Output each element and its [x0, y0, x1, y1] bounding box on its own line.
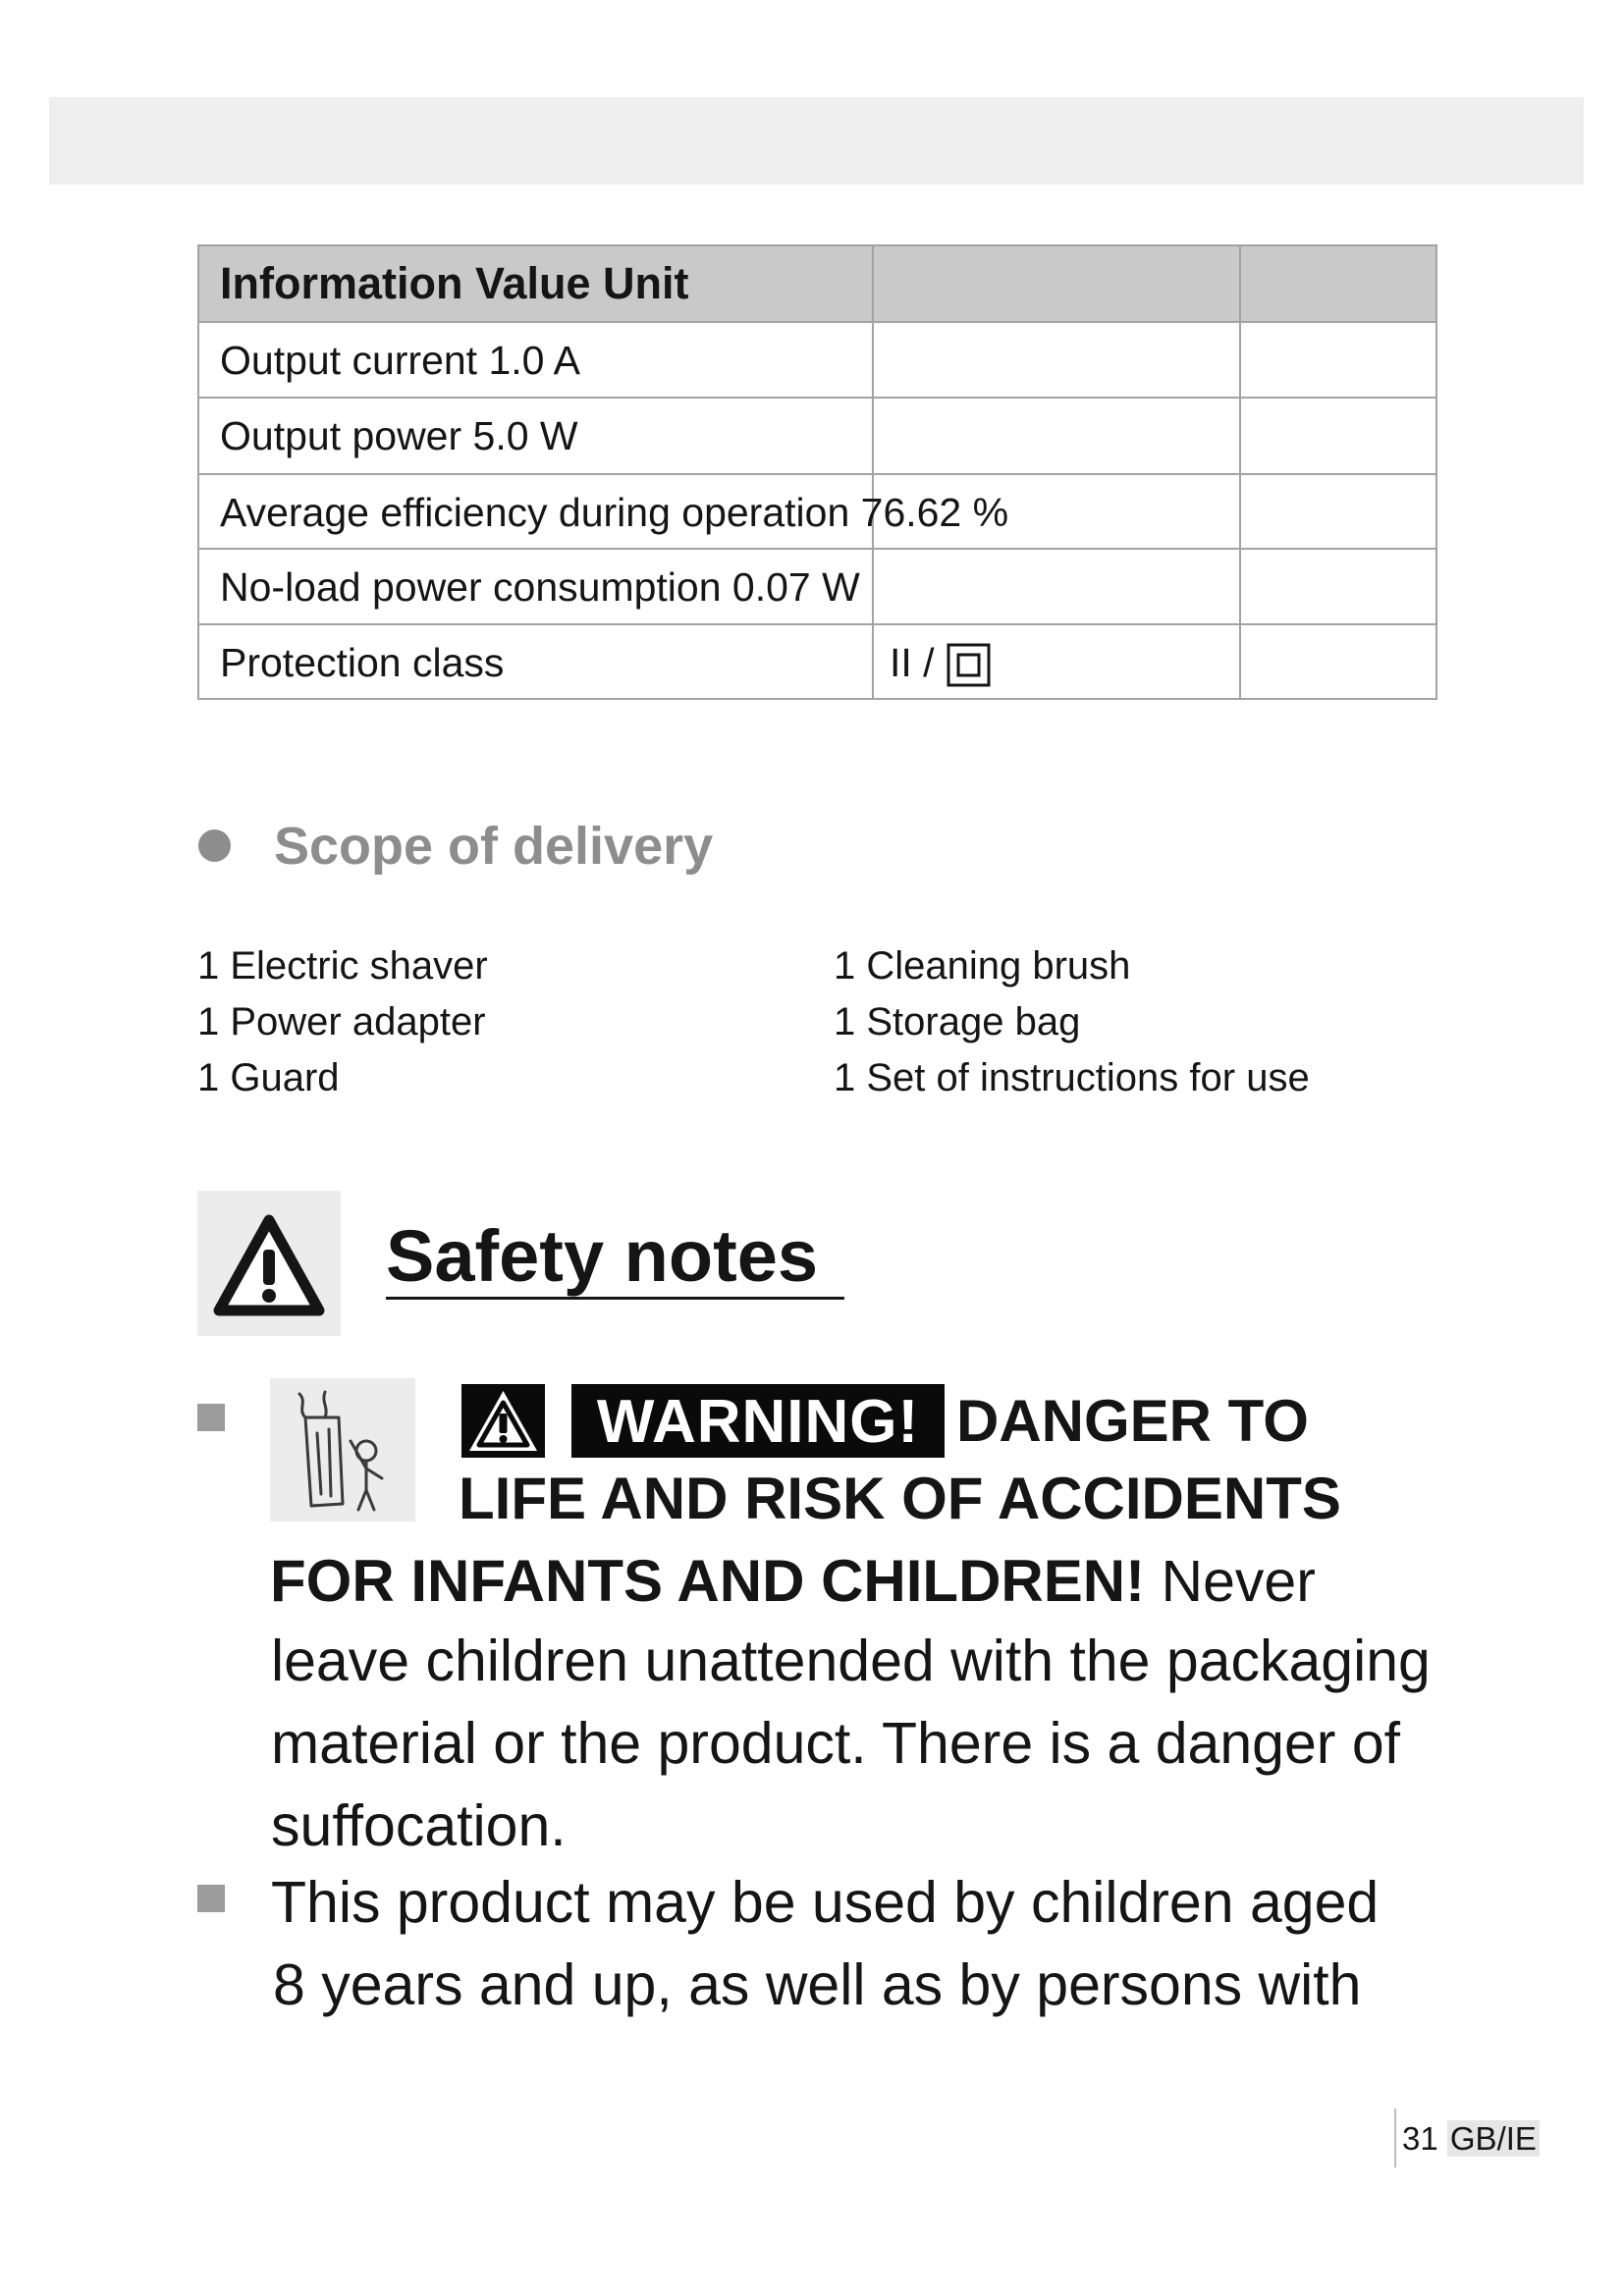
table-rule-vertical: [872, 246, 874, 698]
child-suffocation-hazard-icon: [270, 1378, 415, 1522]
square-bullet-icon: [197, 1404, 225, 1431]
warning-body-start: Never: [1161, 1549, 1316, 1614]
warning-mixed-line: [270, 1540, 1316, 1623]
warning-headline-line: FOR INFANTS AND CHILDREN!: [270, 1548, 1146, 1614]
table-row-average-efficiency: Average efficiency during operation 76.62 %: [220, 490, 1009, 535]
table-row-output-power: Output power 5.0 W: [220, 413, 578, 458]
circle-bullet-icon: [198, 829, 231, 862]
list-item: 1 Power adapter: [197, 1000, 486, 1043]
list-item: 1 Electric shaver: [197, 944, 488, 988]
page-number: 31: [1402, 2120, 1438, 2157]
protection-class-ii-icon: [947, 643, 991, 687]
warning-headline-line: LIFE AND RISK OF ACCIDENTS: [459, 1466, 1341, 1531]
warning-body-line: suffocation.: [271, 1793, 567, 1858]
page-footer: [1402, 2110, 1540, 2167]
safety-notes-heading: Safety notes: [386, 1215, 819, 1297]
square-bullet-icon: [197, 1885, 225, 1912]
delivery-list-left: [197, 938, 488, 1106]
warning-headline-line: DANGER TO: [956, 1388, 1309, 1454]
scope-of-delivery-heading: Scope of delivery: [274, 817, 714, 876]
warning-signal-word: WARNING!: [571, 1384, 945, 1458]
footer-divider: [1394, 2109, 1396, 2167]
list-item: 1 Set of instructions for use: [834, 1056, 1310, 1099]
table-row-output-current: Output current 1.0 A: [220, 338, 580, 383]
note-body-line: 8 years and up, as well as by persons with: [273, 1952, 1362, 2017]
heading-underline: [386, 1297, 844, 1300]
list-item: 1 Guard: [197, 1056, 340, 1099]
warning-body-line: leave children unattended with the packaging: [271, 1629, 1431, 1693]
protection-class-value-text: II /: [890, 639, 935, 685]
table-row-protection-class: Protection class: [220, 640, 505, 685]
note-body-line: This product may be used by children aged: [271, 1870, 1380, 1935]
protection-class-value: [890, 625, 991, 700]
list-item: 1 Storage bag: [834, 1000, 1081, 1043]
warning-triangle-icon: [197, 1191, 341, 1336]
header-band: [49, 97, 1584, 185]
delivery-list-right: [834, 938, 1310, 1106]
table-row-no-load-consumption: No-load power consumption 0.07 W: [220, 564, 860, 610]
list-item: 1 Cleaning brush: [834, 944, 1131, 988]
table-header-text: Information Value Unit: [220, 258, 689, 308]
warning-triangle-icon: [461, 1384, 545, 1458]
page-locale: GB/IE: [1447, 2120, 1540, 2157]
warning-body-line: material or the product. There is a danger of: [271, 1711, 1401, 1776]
spec-table: [197, 244, 1437, 700]
table-rule-vertical: [1239, 246, 1241, 698]
